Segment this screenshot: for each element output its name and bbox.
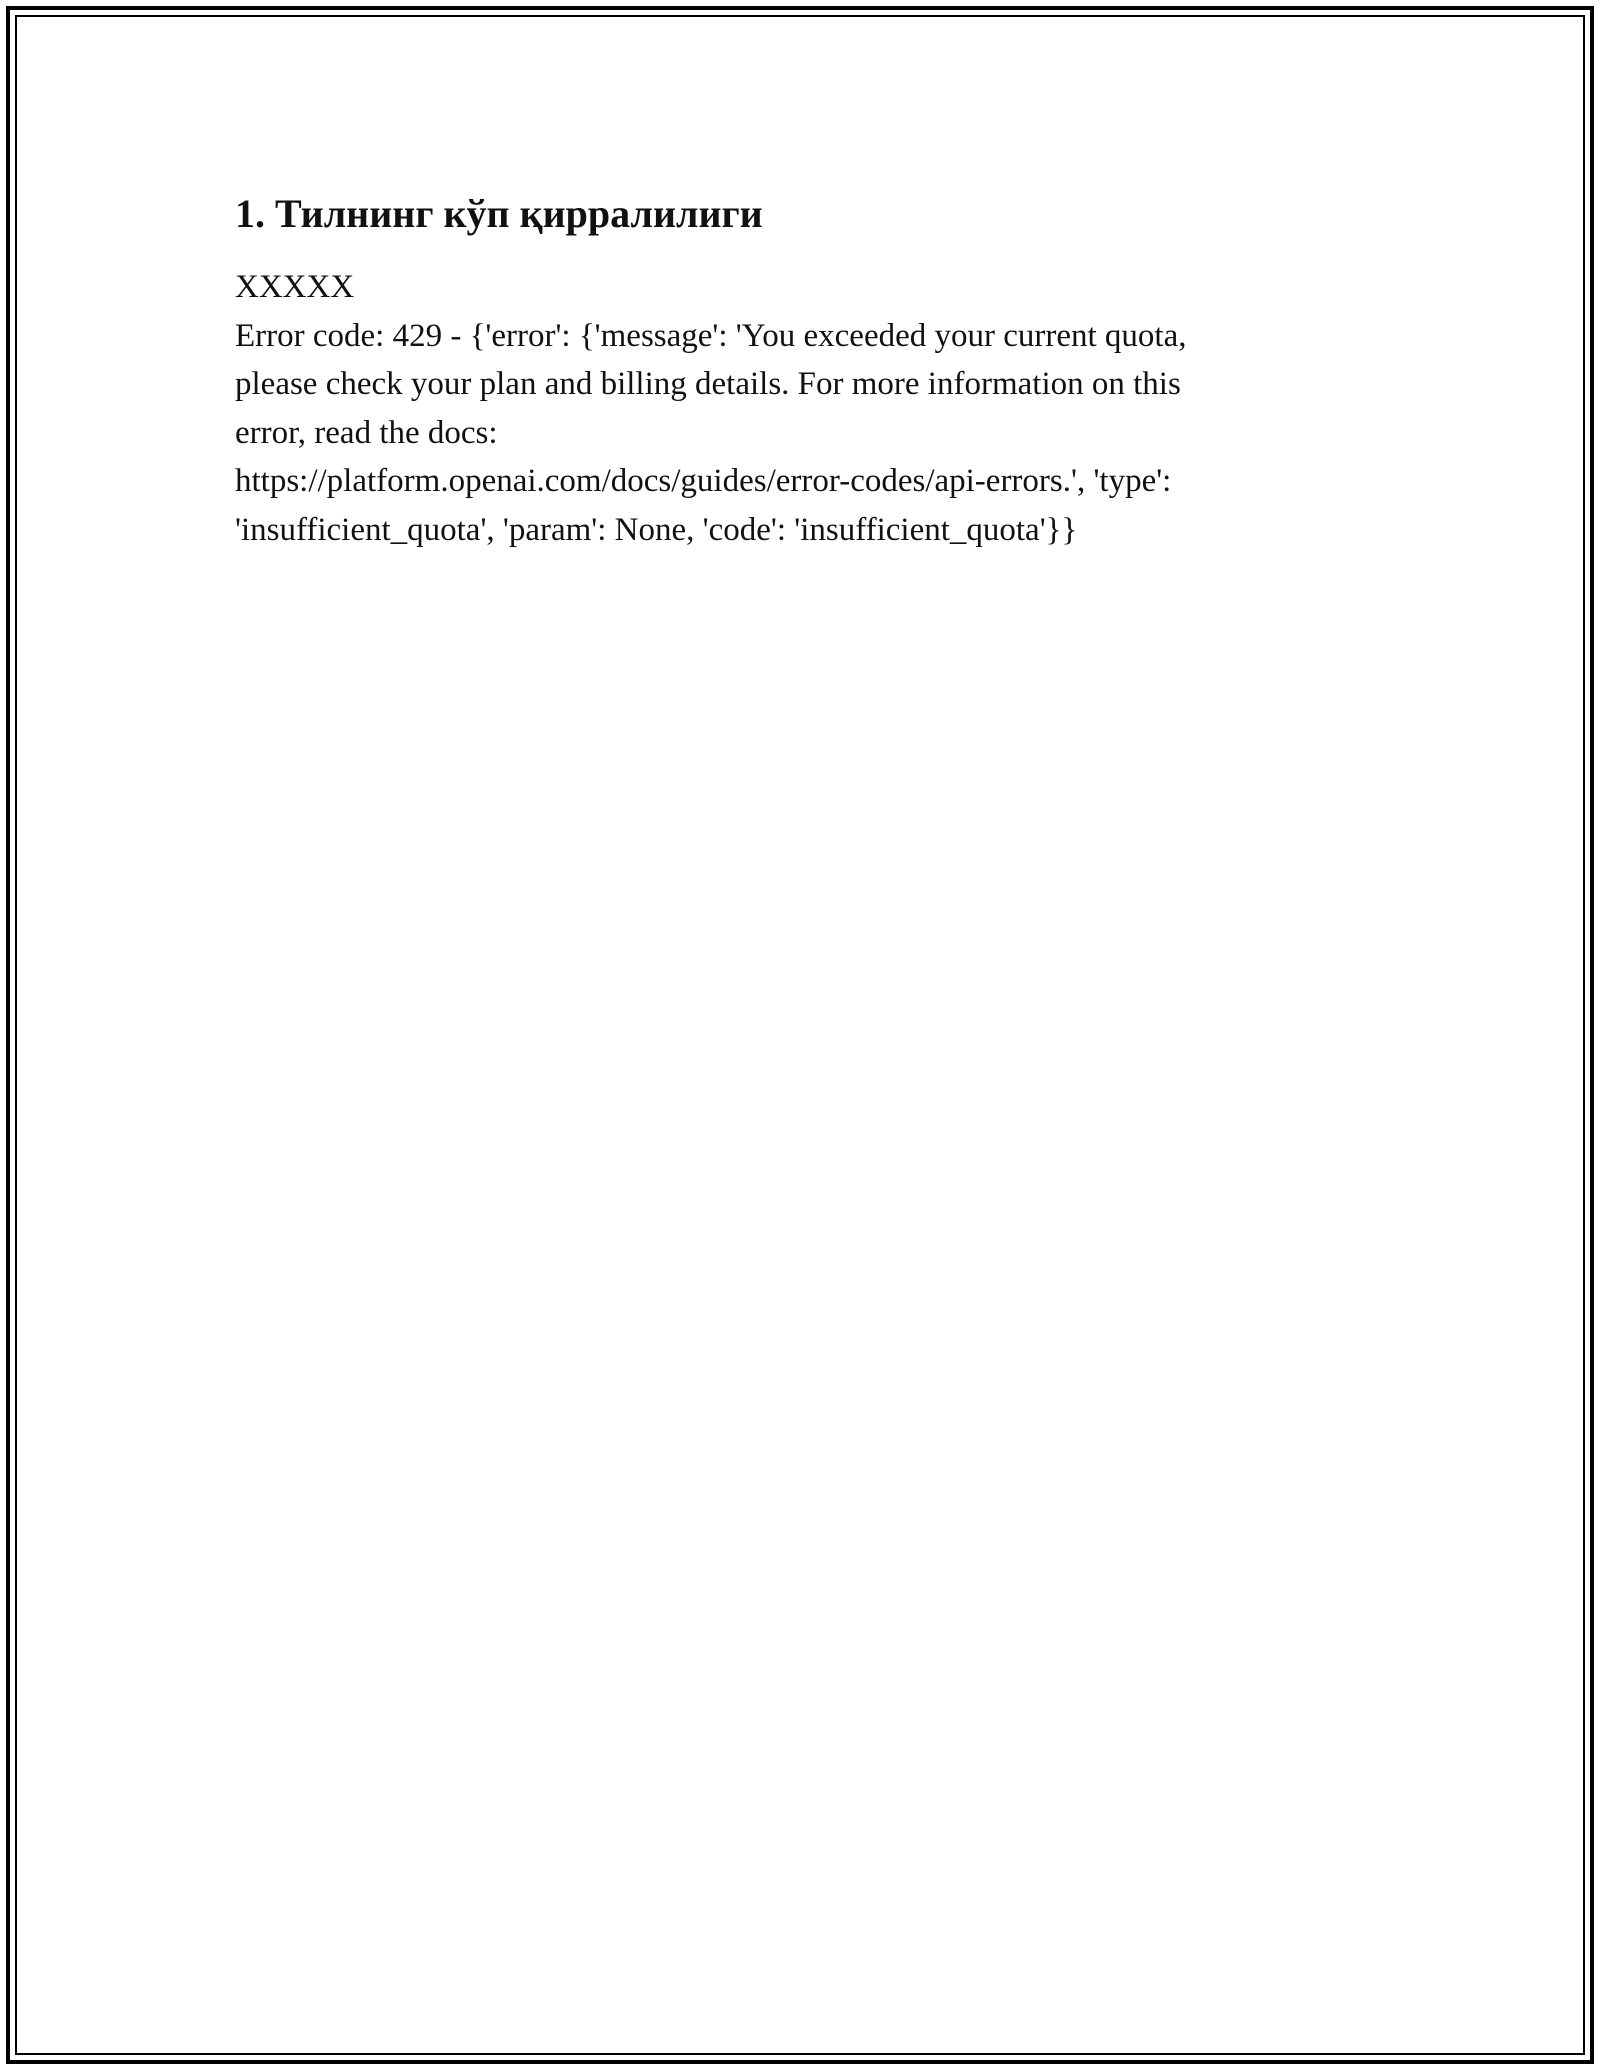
error-message-line: please check your plan and billing details. For more information on this [235,366,1181,402]
placeholder-text: XXXXX [235,269,355,305]
error-message-line: error, read the docs: [235,414,498,451]
document-content [235,185,1365,554]
section-heading: 1. Тилнинг кўп қирралилиги [235,191,763,236]
error-message-line: Error code: 429 - {'error': {'message': 'You exceeded your current quota, [235,317,1187,354]
section-body [235,263,1365,554]
error-message-line: https://platform.openai.com/docs/guides/error-codes/api-errors.', 'type': [235,463,1172,499]
error-message-line: 'insufficient_quota', 'param': None, 'code': 'insufficient_quota'}} [235,511,1078,548]
